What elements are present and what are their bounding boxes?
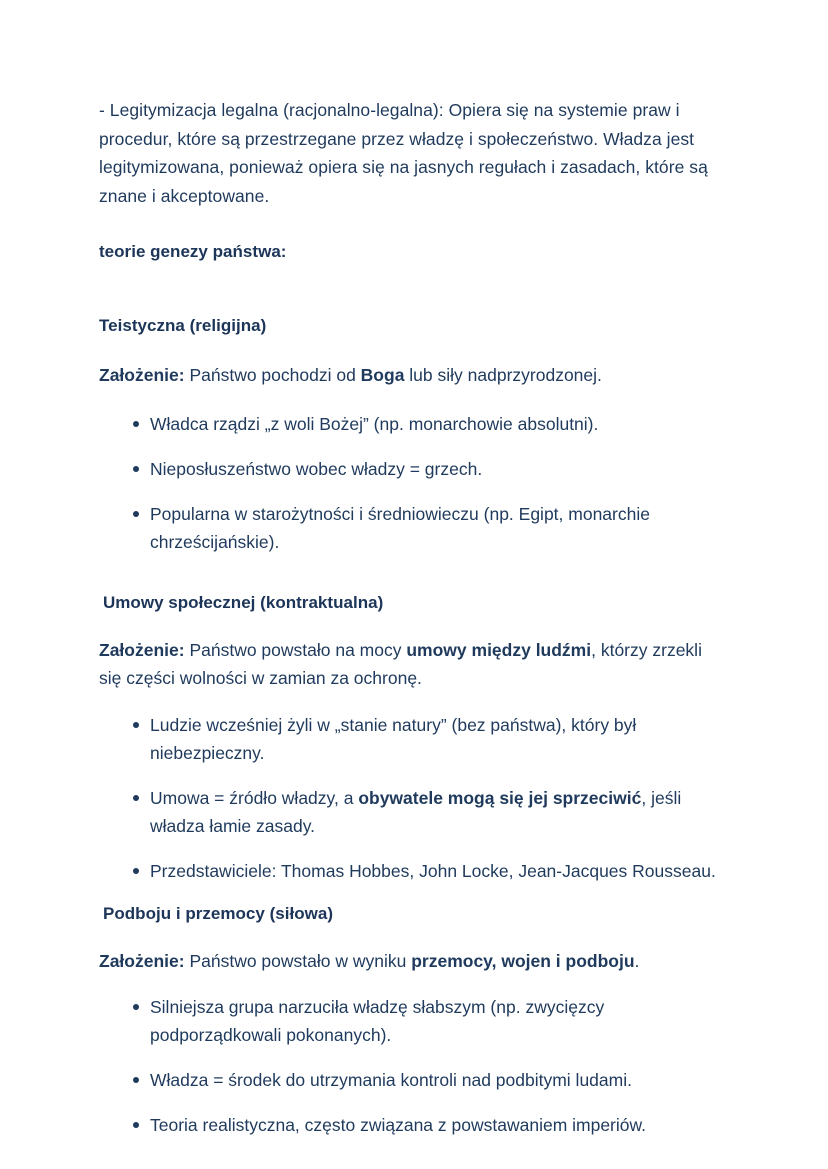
premise-text-after: , którzy zrzekli się części wolności w zamian za ochronę. bbox=[99, 639, 702, 688]
spacer bbox=[99, 616, 729, 636]
list-item: Władca rządzi „z woli Bożej” (np. monarchowie absolutni). bbox=[99, 410, 729, 438]
spacer bbox=[99, 265, 729, 313]
premise-label: Założenie: bbox=[99, 639, 185, 660]
list-item-text-before: Ludzie wcześniej żyli w „stanie natury” (bez państwa), który był niebezpieczny. bbox=[150, 714, 637, 763]
theory-heading-teistyczna: Teistyczna (religijna) bbox=[99, 316, 267, 335]
list-item-text-before: Przedstawiciele: Thomas Hobbes, John Locke, Jean-Jacques Rousseau. bbox=[150, 860, 716, 881]
list-item-emphasis: obywatele mogą się jej sprzeciwić bbox=[358, 787, 642, 808]
bullet-list-podboju-i-przemocy bbox=[99, 993, 729, 1139]
spacer bbox=[99, 693, 729, 711]
list-item-text-after: , jeśli władza łamie zasady. bbox=[150, 787, 682, 836]
theory-heading-podboju-i-przemocy: Podboju i przemocy (siłowa) bbox=[103, 903, 334, 923]
spacer bbox=[99, 885, 729, 901]
premise-label: Założenie: bbox=[99, 950, 185, 971]
spacer bbox=[99, 927, 729, 947]
theory-premise-teistyczna bbox=[99, 361, 729, 390]
list-item bbox=[99, 857, 729, 885]
premise-text-before: Państwo powstało w wyniku bbox=[184, 950, 412, 971]
premise-label: Założenie: bbox=[99, 365, 185, 385]
spacer bbox=[99, 556, 729, 590]
list-item: Popularna w starożytności i średniowieczu (np. Egipt, monarchie chrześcijańskie). bbox=[99, 500, 729, 556]
premise-emphasis: umowy między ludźmi bbox=[406, 639, 592, 660]
spacer bbox=[99, 975, 729, 993]
section-label-teorie-genezy-panstwa: teorie genezy państwa: bbox=[99, 242, 287, 261]
list-item: Nieposłuszeństwo wobec władzy = grzech. bbox=[99, 455, 729, 483]
theory-heading-umowy-spolecznej: Umowy społecznej (kontraktualna) bbox=[103, 592, 384, 612]
document-body bbox=[99, 96, 729, 1139]
list-item-text-before: Umowa = źródło władzy, a bbox=[150, 787, 359, 808]
list-item bbox=[99, 784, 729, 840]
premise-text-before: Państwo powstało na mocy bbox=[184, 639, 407, 660]
premise-text-before: Państwo pochodzi od bbox=[184, 365, 361, 385]
spacer bbox=[99, 339, 729, 361]
theory-premise-umowy-spolecznej bbox=[99, 636, 729, 693]
list-item: Władza = środek do utrzymania kontroli nad podbitymi ludami. bbox=[99, 1066, 729, 1094]
premise-emphasis: przemocy, wojen i podboju bbox=[411, 950, 635, 971]
list-item: Silniejsza grupa narzuciła władzę słabszym (np. zwycięzcy podporządkowali pokonanych). bbox=[99, 993, 729, 1049]
premise-text-after: . bbox=[634, 950, 640, 971]
premise-emphasis: Boga bbox=[360, 365, 405, 385]
premise-text-after: lub siły nadprzyrodzonej. bbox=[404, 365, 602, 385]
bullet-list-umowy-spolecznej bbox=[99, 711, 729, 885]
spacer bbox=[99, 390, 729, 410]
bullet-list-teistyczna bbox=[99, 410, 729, 556]
intro-paragraph: - Legitymizacja legalna (racjonalno-legalna): Opiera się na systemie praw i procedur, które są przestrzegane przez władzę i społeczeństwo. Władza jest legitymizowana, ponieważ opiera się na jasnych regułach i zasadach, które są znane i akceptowane. bbox=[99, 100, 708, 206]
theory-premise-podboju-i-przemocy bbox=[99, 947, 729, 976]
list-item: Teoria realistyczna, często związana z powstawaniem imperiów. bbox=[99, 1111, 729, 1139]
list-item bbox=[99, 711, 729, 767]
